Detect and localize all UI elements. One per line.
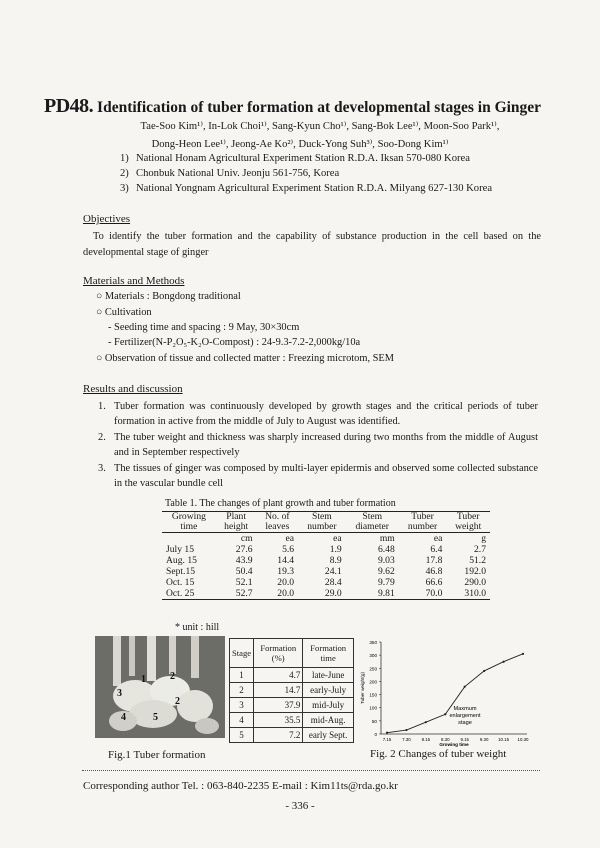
table1-cell: Stem (298, 512, 346, 523)
y-tick-label: 350 (369, 640, 377, 645)
table1-cell: Growing (162, 512, 216, 523)
table1-cell: 20.0 (257, 588, 299, 600)
table1-cell: number (298, 522, 346, 533)
table2-cell: 1 (230, 668, 254, 683)
x-tick-label: 9.15 (460, 737, 469, 742)
methods-item: ○ Cultivation (96, 307, 152, 318)
methods-subitem: - Fertilizer(N-P₂O₅-K₂O-Compost) : 24-9.3-7.2-2,000kg/10a (108, 337, 361, 348)
table1-cell: 19.3 (277, 566, 295, 577)
table1-cell: 6.48 (377, 544, 395, 555)
table1-cell: 9.81 (346, 588, 399, 600)
table2-cell: 4.7 (254, 668, 303, 683)
methods-subitem: - Seeding time and spacing : 9 May, 30×30cm (108, 322, 300, 333)
table2-cell: 5 (230, 728, 254, 743)
series-line (387, 654, 523, 733)
table2-cell: 3 (230, 698, 254, 713)
methods-item: ○ Observation of tissue and collected matter : Freezing microtom, SEM (96, 353, 395, 364)
data-point (522, 653, 524, 655)
methods-item: ○ Materials : Bongdong traditional (96, 291, 241, 302)
table2-cell: Stage (230, 639, 254, 668)
corresponding-author: Corresponding author Tel. : 063-840-2235 E-mail : Kim11ts@rda.go.kr (83, 780, 398, 792)
data-point (502, 661, 504, 663)
objectives-heading: Objectives (83, 213, 131, 225)
table1-cell: 9.79 (377, 577, 395, 588)
data-point (464, 686, 466, 688)
x-tick-label: 8.15 (421, 737, 431, 742)
table1-cell: Tuber (446, 512, 490, 523)
table1-cell: diameter (346, 522, 399, 533)
table1 (162, 511, 490, 600)
table1-header-row (162, 522, 490, 533)
photo-label: 3 (117, 688, 122, 699)
table1-cell: 2.7 (474, 544, 486, 555)
table1-row (162, 577, 490, 588)
fig1-caption: Fig.1 Tuber formation (108, 749, 206, 761)
table1-cell: Tuber (399, 512, 447, 523)
table2-row (230, 668, 354, 683)
table1-cell: 28.4 (324, 577, 342, 588)
table1-cell: 20.0 (277, 577, 295, 588)
paper-title-text: Identification of tuber formation at developmental stages in Ginger (97, 99, 542, 116)
table1-cell: leaves (257, 522, 299, 533)
table1-cell: Oct. 15 (166, 577, 195, 588)
authors-line-1: Tae-Soo Kim¹⁾, In-Lok Choi¹⁾, Sang-Kyun Cho¹⁾, Sang-Bok Lee¹⁾, Moon-Soo Park¹⁾, (140, 121, 500, 132)
y-tick-label: 50 (371, 718, 377, 724)
table2-cell: mid-Aug. (303, 713, 354, 728)
table1-cell: 17.8 (425, 555, 443, 566)
table1-cell: No. of (257, 512, 299, 523)
affiliation-2: 2) Chonbuk National Univ. Jeonju 561-756, Korea (120, 168, 340, 179)
table1-cell: Plant (216, 512, 257, 523)
table1-cell: Stem (346, 512, 399, 523)
table1-cell: Aug. 15 (166, 555, 197, 566)
objectives-text: To identify the tuber formation and the capability of substance production in the cell based on the developmental stage of ginger (83, 231, 541, 258)
page-number: - 336 - (285, 800, 315, 812)
table1-cell: 43.9 (235, 555, 253, 566)
table1-cell: 51.2 (469, 555, 486, 566)
ginger-image (95, 636, 225, 738)
table2-cell: early-July (303, 683, 354, 698)
table1-cell: 192.0 (464, 566, 486, 577)
table1-cell: time (162, 522, 216, 533)
table1-cell (162, 533, 216, 545)
table1-cell: 27.6 (235, 544, 253, 555)
y-tick-label: 0 (374, 732, 377, 737)
table1-cell: 29.0 (298, 588, 346, 600)
tuber-weight-chart (355, 636, 535, 748)
table1-cell: 6.4 (430, 544, 443, 555)
table1-cell: 8.9 (329, 555, 342, 566)
table1-row (162, 555, 490, 566)
table2-row (230, 698, 354, 713)
table1-cell: number (399, 522, 447, 533)
table1-cell: 50.4 (235, 566, 253, 577)
table1-cell: 9.62 (377, 566, 395, 577)
table1-row (162, 566, 490, 577)
table1-caption: Table 1. The changes of plant growth and tuber formation (165, 498, 396, 509)
table2-cell: Formation (%) (254, 639, 303, 668)
table2-cell: 37.9 (254, 698, 303, 713)
affiliation-3: 3) National Yongnam Agricultural Experiment Station R.D.A. Milyang 627-130 Korea (120, 183, 493, 194)
table1-cell: 70.0 (399, 588, 447, 600)
table1-cell: weight (446, 522, 490, 533)
results-item: 3. The tissues of ginger was composed by multi-layer epidermis and observed some collected substance in the vascular bundle cell (98, 463, 538, 489)
data-point (444, 713, 446, 715)
data-point (425, 721, 427, 723)
table1-cell: 46.8 (425, 566, 443, 577)
table1-cell: 290.0 (464, 577, 486, 588)
table1-cell: Oct. 25 (162, 588, 216, 600)
table2-cell: 35.5 (254, 713, 303, 728)
chart-annotation: enlargement (449, 713, 481, 719)
table1-cell: 24.1 (324, 566, 342, 577)
table1-cell: Sept.15 (166, 566, 196, 577)
table1-cell: July 15 (166, 544, 194, 555)
photo-label: 2 (170, 671, 175, 682)
table1-cell: 310.0 (446, 588, 490, 600)
table1-cell: height (216, 522, 257, 533)
table1-cell: 5.6 (282, 544, 295, 555)
table1-cell: g (481, 533, 486, 544)
table1-cell: ea (333, 533, 342, 544)
table2-cell: Formation time (303, 639, 354, 668)
fig2-caption: Fig. 2 Changes of tuber weight (370, 748, 507, 760)
y-tick-label: 300 (369, 653, 377, 659)
methods-heading: Materials and Methods (83, 275, 185, 287)
y-tick-label: 100 (369, 705, 377, 711)
y-tick-label: 200 (369, 679, 377, 685)
photo-label: 2 (175, 696, 180, 707)
x-tick-label: 8.30 (441, 737, 450, 742)
paper-title (44, 95, 541, 118)
table2-cell: late-June (303, 668, 354, 683)
table1-units-row (162, 533, 490, 545)
data-point (405, 729, 407, 731)
table2-cell: 14.7 (254, 683, 303, 698)
results-heading: Results and discussion (83, 383, 183, 395)
affiliation-1: 1) National Honam Agricultural Experiment Station R.D.A. Iksan 570-080 Korea (120, 153, 470, 164)
chart-annotation: stage (458, 720, 472, 726)
y-tick-label: 150 (369, 692, 377, 698)
table1-cell: mm (379, 533, 395, 544)
table1-cell: cm (240, 533, 253, 544)
table2-cell: 2 (230, 683, 254, 698)
x-tick-label: 7.15 (382, 737, 392, 742)
x-tick-label: 10.30 (517, 737, 529, 742)
footer-divider (82, 770, 540, 771)
table2-row (230, 713, 354, 728)
tuber-photo (95, 636, 225, 738)
table1-note: * unit : hill (175, 622, 220, 633)
data-point (386, 732, 388, 734)
table1-cell: 14.4 (277, 555, 295, 566)
table2 (229, 638, 354, 743)
table2-cell: 7.2 (254, 728, 303, 743)
x-tick-label: 7.30 (402, 737, 411, 742)
table1-cell: 1.9 (329, 544, 342, 555)
table1-row (162, 588, 490, 600)
x-axis-label: Growing time (439, 742, 469, 747)
results-item: 2. The tuber weight and thickness was sharply increased during two months from the middle of August and in September respectively (98, 432, 538, 458)
paper-code: PD48. (44, 95, 94, 117)
photo-label: 5 (153, 712, 158, 723)
table2-cell: early Sept. (303, 728, 354, 743)
table2-header-row (230, 639, 354, 668)
y-axis-label: Tuber weight(g) (360, 672, 365, 704)
table1-row (162, 544, 490, 555)
authors-line-2: Dong-Heon Lee¹⁾, Jeong-Ae Ko²⁾, Duck-Yong Suh³⁾, Soo-Dong Kim¹⁾ (151, 139, 449, 150)
table2-cell: mid-July (303, 698, 354, 713)
x-tick-label: 9.30 (479, 737, 489, 742)
table1-cell: ea (433, 533, 443, 544)
table1-cell: 52.7 (216, 588, 257, 600)
photo-label: 4 (121, 712, 126, 723)
table2-row (230, 728, 354, 743)
table1-cell: 66.6 (425, 577, 443, 588)
table1-cell: 9.03 (377, 555, 395, 566)
table2-row (230, 683, 354, 698)
photo-label: 1 (141, 674, 146, 685)
table1-cell: ea (285, 533, 295, 544)
table1-cell: 52.1 (235, 577, 253, 588)
chart-annotation: Maxmum (453, 706, 477, 712)
data-point (483, 670, 485, 672)
y-tick-label: 250 (369, 666, 377, 672)
results-item: 1. Tuber formation was continuously developed by growth stages and the critical periods of tuber formation in active from the middle of July to August was identified. (98, 401, 538, 427)
table2-cell: 4 (230, 713, 254, 728)
x-tick-label: 10.15 (498, 737, 510, 742)
